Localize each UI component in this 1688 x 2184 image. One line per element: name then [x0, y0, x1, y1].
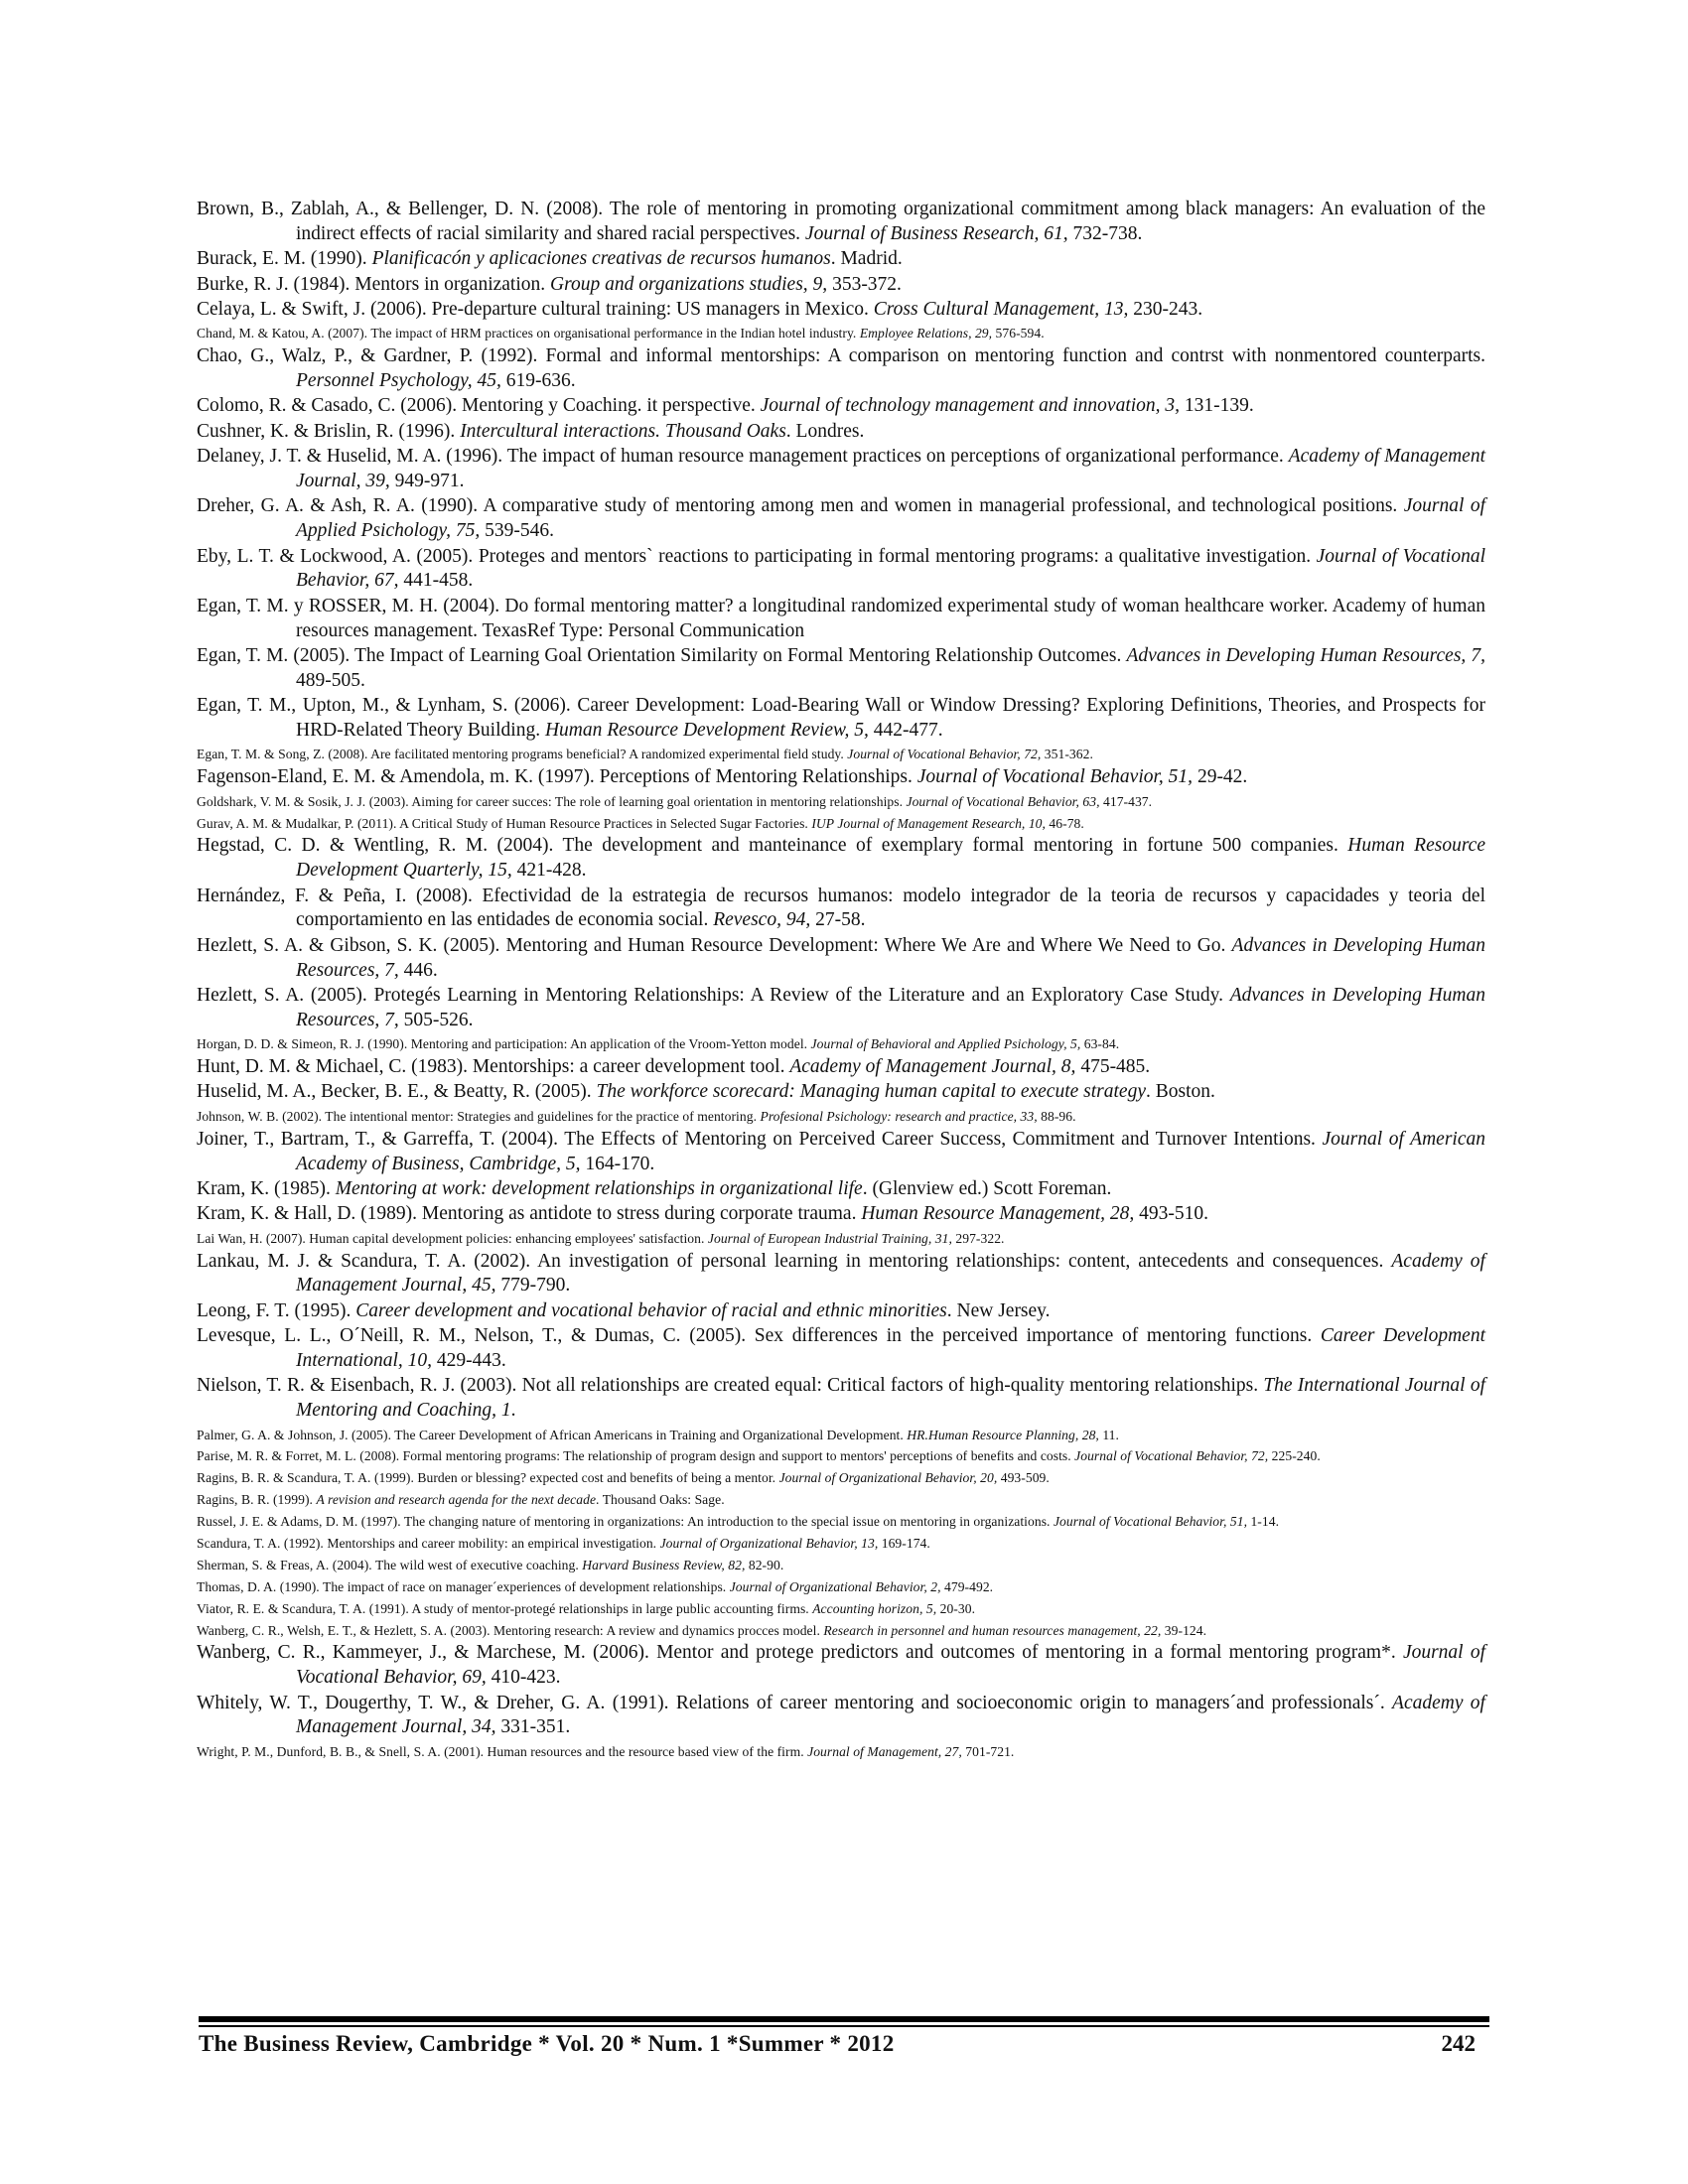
reference-entry	[197, 1374, 1485, 1424]
reference-entry	[197, 298, 1485, 323]
reference-source: IUP Journal of Management Research, 10,	[811, 815, 1046, 831]
reference-entry	[197, 344, 1485, 394]
reference-pages: 539-546.	[480, 520, 554, 542]
reference-source: Mentoring at work: development relationships in organizational life	[335, 1177, 863, 1199]
reference-pages: 475-485.	[1075, 1056, 1151, 1078]
reference-pages: 732-738.	[1067, 222, 1143, 244]
reference-entry	[197, 1533, 1485, 1554]
reference-text: Wanberg, C. R., Kammeyer, J., & Marchese, M. (2006). Mentor and protege predictors and outcomes of mentoring in a formal mentoring program*.	[197, 1642, 1403, 1664]
reference-pages: 29-42.	[1193, 766, 1248, 788]
reference-text: Egan, T. M. (2005). The Impact of Learning Goal Orientation Similarity on Formal Mentoring Relationship Outcomes.	[197, 644, 1127, 666]
reference-entry	[197, 1128, 1485, 1177]
reference-entry	[197, 813, 1485, 834]
reference-text: Delaney, J. T. & Huselid, M. A. (1996). The impact of human resource management practices on perceptions of organizational performance.	[197, 446, 1289, 468]
reference-pages: 701-721.	[961, 1743, 1015, 1759]
reference-text: Huselid, M. A., Becker, B. E., & Beatty, R. (2005).	[197, 1081, 597, 1103]
reference-source: Journal of Vocational Behavior, 72,	[847, 747, 1042, 762]
reference-entry	[197, 791, 1485, 812]
reference-entry	[197, 644, 1485, 694]
reference-entry	[197, 1177, 1485, 1202]
reference-entry	[197, 1299, 1485, 1324]
reference-entry	[197, 394, 1485, 419]
reference-source: Group and organizations studies, 9,	[550, 273, 828, 295]
reference-entry	[197, 885, 1485, 934]
reference-pages: 11.	[1098, 1427, 1119, 1442]
reference-entry	[197, 323, 1485, 343]
reference-text: Thomas, D. A. (1990). The impact of race on manager´experiences of development relationships.	[197, 1578, 730, 1594]
reference-pages: 63-84.	[1080, 1036, 1120, 1052]
reference-entry	[197, 744, 1485, 764]
reference-text: Burke, R. J. (1984). Mentors in organization.	[197, 273, 551, 295]
reference-text: Wanberg, C. R., Welsh, E. T., & Hezlett, S. A. (2003). Mentoring research: A review and dynamics procces model.	[197, 1622, 824, 1638]
reference-pages: 131-139.	[1180, 395, 1254, 417]
reference-source: Academy of Management Journal, 45,	[296, 1250, 1485, 1297]
reference-text: Colomo, R. & Casado, C. (2006). Mentoring y Coaching. it perspective.	[197, 395, 761, 417]
reference-pages: 421-428.	[511, 860, 587, 882]
reference-source: Personnel Psychology, 45,	[296, 370, 501, 392]
reference-list	[197, 198, 1485, 1763]
reference-entry	[197, 1598, 1485, 1619]
reference-entry	[197, 1033, 1485, 1054]
footer-rule-thick	[199, 2016, 1489, 2022]
reference-source: Profesional Psichology: research and practice, 33,	[760, 1108, 1038, 1124]
reference-text: Viator, R. E. & Scandura, T. A. (1991). A study of mentor-protegé relationships in large public accounting firms.	[197, 1600, 813, 1616]
reference-pages: 619-636.	[500, 370, 576, 392]
reference-source: Cross Cultural Management, 13,	[873, 298, 1129, 320]
reference-entry	[197, 1511, 1485, 1532]
reference-pages: 493-510.	[1134, 1203, 1209, 1225]
reference-text: Nielson, T. R. & Eisenbach, R. J. (2003). Not all relationships are created equal: Critical factors of high-quality mentoring relationships.	[197, 1375, 1264, 1397]
reference-text: Palmer, G. A. & Johnson, J. (2005). The Career Development of African Americans in Training and Organizational Development.	[197, 1427, 908, 1442]
reference-source: Career development and vocational behavior of racial and ethnic minorities	[355, 1299, 947, 1321]
reference-source: Journal of technology management and innovation, 3,	[760, 395, 1181, 417]
reference-pages: 429-443.	[432, 1349, 506, 1371]
reference-entry	[197, 1555, 1485, 1575]
reference-pages: . Madrid.	[830, 248, 903, 270]
reference-pages: . Thousand Oaks: Sage.	[596, 1492, 725, 1508]
reference-text: Hezlett, S. A. (2005). Protegés Learning in Mentoring Relationships: A Review of the Literature and an Exploratory Case Study.	[197, 984, 1230, 1006]
reference-pages: 82-90.	[745, 1557, 784, 1572]
reference-pages: . Boston.	[1146, 1081, 1215, 1103]
reference-entry	[197, 1202, 1485, 1227]
reference-entry	[197, 445, 1485, 494]
reference-entry	[197, 1055, 1485, 1080]
reference-entry	[197, 1106, 1485, 1127]
reference-text: Dreher, G. A. & Ash, R. A. (1990). A comparative study of mentoring among men and women in managerial professional, and technological positions.	[197, 495, 1404, 517]
reference-source: Journal of American Academy of Business, Cambridge, 5,	[296, 1128, 1485, 1174]
reference-source: Journal of Organizational Behavior, 20,	[778, 1470, 998, 1486]
reference-text: Hegstad, C. D. & Wentling, R. M. (2004). The development and manteinance of exemplary formal mentoring in fortune 500 companies.	[197, 835, 1348, 857]
reference-entry	[197, 934, 1485, 984]
reference-source: Journal of Vocational Behavior, 67,	[296, 545, 1485, 592]
reference-entry	[197, 1620, 1485, 1641]
reference-text: Egan, T. M., Upton, M., & Lynham, S. (2006). Career Development: Load-Bearing Wall or Window Dressing? Exploring Definitions, Theories, and Prospects for HRD-Related Theory Building.	[197, 695, 1485, 741]
reference-pages: . Londres.	[785, 420, 865, 442]
reference-source: Academy of Management Journal, 34,	[296, 1692, 1485, 1738]
reference-entry	[197, 694, 1485, 744]
reference-entry	[197, 494, 1485, 544]
reference-text: Celaya, L. & Swift, J. (2006). Pre-departure cultural training: US managers in Mexico.	[197, 298, 874, 320]
reference-source: Human Resource Management, 28,	[861, 1203, 1135, 1225]
reference-pages: 417-437.	[1099, 793, 1153, 809]
reference-pages: 493-509.	[997, 1470, 1050, 1486]
reference-entry	[197, 545, 1485, 595]
reference-pages: 779-790.	[495, 1275, 571, 1297]
reference-text: Burack, E. M. (1990).	[197, 248, 372, 270]
reference-text: Eby, L. T. & Lockwood, A. (2005). Proteges and mentors` reactions to participating in formal mentoring programs: a qualitative investigation.	[197, 545, 1317, 567]
reference-entry	[197, 1741, 1485, 1762]
reference-text: Horgan, D. D. & Simeon, R. J. (1990). Mentoring and participation: An application of the Vroom-Yetton model.	[197, 1036, 811, 1052]
reference-pages: 479-492.	[940, 1578, 994, 1594]
reference-text: Chao, G., Walz, P., & Gardner, P. (1992). Formal and informal mentorships: A comparison on mentoring function and contrst with nonmentored counterparts.	[197, 345, 1485, 367]
reference-text: Hernández, F. & Peña, I. (2008). Efectividad de la estrategia de recursos humanos: modelo integrador de la teoria de recursos y capacidades y teoria del comportamiento en las entidades de economia social.	[197, 885, 1485, 931]
reference-pages: 164-170.	[580, 1153, 655, 1174]
reference-entry	[197, 1692, 1485, 1741]
reference-pages: 410-423.	[486, 1667, 561, 1689]
reference-pages: 353-372.	[827, 273, 902, 295]
reference-source: Journal of European Industrial Training, 31,	[707, 1230, 952, 1246]
reference-entry	[197, 595, 1485, 644]
reference-entry	[197, 1576, 1485, 1597]
reference-pages: . (Glenview ed.) Scott Foreman.	[862, 1177, 1112, 1199]
reference-entry	[197, 247, 1485, 272]
reference-source: A revision and research agenda for the next decade	[316, 1492, 597, 1508]
reference-pages: 20-30.	[936, 1600, 976, 1616]
reference-source: Journal of Vocational Behavior, 72,	[1074, 1448, 1269, 1464]
reference-source: Harvard Business Review, 82,	[582, 1557, 746, 1572]
reference-source: Journal of Vocational Behavior, 51,	[1053, 1514, 1248, 1530]
reference-pages: .	[510, 1400, 516, 1422]
reference-text: Joiner, T., Bartram, T., & Garreffa, T. (2004). The Effects of Mentoring on Perceived Career Success, Commitment and Turnover Intentions.	[197, 1128, 1323, 1150]
reference-entry	[197, 1080, 1485, 1105]
reference-pages: 489-505.	[296, 669, 365, 691]
reference-entry	[197, 834, 1485, 884]
reference-entry	[197, 984, 1485, 1033]
reference-pages: 949-971.	[389, 471, 465, 492]
reference-text: Johnson, W. B. (2002). The intentional mentor: Strategies and guidelines for the practice of mentoring.	[197, 1108, 761, 1124]
reference-text: Chand, M. & Katou, A. (2007). The impact of HRM practices on organisational performance in the Indian hotel industry.	[197, 326, 860, 341]
reference-pages: 169-174.	[878, 1535, 930, 1551]
reference-entry	[197, 765, 1485, 790]
reference-source: Accounting horizon, 5,	[812, 1600, 937, 1616]
reference-entry	[197, 273, 1485, 298]
reference-pages: 331-351.	[495, 1716, 571, 1738]
reference-entry	[197, 1641, 1485, 1691]
reference-text: Ragins, B. R. & Scandura, T. A. (1999). Burden or blessing? expected cost and benefits of being a mentor.	[197, 1470, 779, 1486]
reference-source: Planificacón y aplicaciones creativas de recursos humanos	[371, 248, 831, 270]
reference-source: Human Resource Development Quarterly, 15,	[296, 835, 1485, 882]
reference-text: Scandura, T. A. (1992). Mentorships and career mobility: an empirical investigation.	[197, 1535, 660, 1551]
reference-source: Employee Relations, 29,	[859, 326, 993, 341]
reference-source: Journal of Applied Psichology, 75,	[296, 495, 1485, 542]
reference-pages: 505-526.	[398, 1009, 474, 1030]
reference-pages: 27-58.	[810, 909, 866, 931]
reference-source: Human Resource Development Review, 5,	[544, 719, 869, 741]
reference-source: Journal of Vocational Behavior, 51,	[916, 766, 1194, 788]
reference-text: Fagenson-Eland, E. M. & Amendola, m. K. (1997). Perceptions of Mentoring Relationships.	[197, 766, 917, 788]
reference-pages: 88-96.	[1037, 1108, 1076, 1124]
reference-source: Career Development International, 10,	[296, 1325, 1486, 1371]
reference-text: Hunt, D. M. & Michael, C. (1983). Mentorships: a career development tool.	[197, 1056, 790, 1078]
footer-rule	[199, 2016, 1489, 2027]
reference-source: Journal of Behavioral and Applied Psichology, 5,	[810, 1036, 1081, 1052]
reference-text: Lai Wan, H. (2007). Human capital development policies: enhancing employees' satisfaction.	[197, 1230, 708, 1246]
reference-pages: 441-458.	[398, 570, 474, 592]
reference-text: Gurav, A. M. & Mudalkar, P. (2011). A Critical Study of Human Resource Practices in Selected Sugar Factories.	[197, 815, 812, 831]
reference-text: Levesque, L. L., O´Neill, R. M., Nelson, T., & Dumas, C. (2005). Sex differences in the perceived importance of mentoring functions.	[197, 1325, 1321, 1347]
reference-text: Kram, K. (1985).	[197, 1177, 336, 1199]
reference-pages: 225-240.	[1268, 1448, 1321, 1464]
reference-text: Egan, T. M. y ROSSER, M. H. (2004). Do formal mentoring matter? a longitudinal randomized experimental study of woman healthcare worker. Academy of human resources management. TexasRef Type: Personal Communication	[197, 595, 1485, 641]
reference-entry	[197, 1467, 1485, 1488]
reference-text: Brown, B., Zablah, A., & Bellenger, D. N. (2008). The role of mentoring in promoting organizational commitment among black managers: An evaluation of the indirect effects of racial similarity and shared racial perspectives.	[197, 199, 1485, 244]
reference-text: Russel, J. E. & Adams, D. M. (1997). The changing nature of mentoring in organizations: An introduction to the special issue on mentoring in organizations.	[197, 1514, 1054, 1530]
reference-entry	[197, 1489, 1485, 1510]
reference-text: Kram, K. & Hall, D. (1989). Mentoring as antidote to stress during corporate trauma.	[197, 1203, 862, 1225]
reference-text: Hezlett, S. A. & Gibson, S. K. (2005). Mentoring and Human Resource Development: Where We Are and Where We Need to Go.	[197, 934, 1232, 956]
reference-source: Revesco, 94,	[713, 909, 811, 931]
reference-source: The workforce scorecard: Managing human capital to execute strategy	[596, 1081, 1146, 1103]
reference-text: Sherman, S. & Freas, A. (2004). The wild west of executive coaching.	[197, 1557, 583, 1572]
page-number: 242	[1441, 2031, 1476, 2056]
reference-entry	[197, 1228, 1485, 1249]
reference-text: Egan, T. M. & Song, Z. (2008). Are facilitated mentoring programs beneficial? A randomized experimental field study.	[197, 747, 848, 762]
reference-pages: . New Jersey.	[946, 1299, 1051, 1321]
reference-pages: 446.	[398, 959, 438, 981]
page-footer	[199, 2031, 1489, 2065]
reference-source: Advances in Developing Human Resources, 7,	[296, 934, 1485, 981]
reference-pages: 1-14.	[1247, 1514, 1280, 1530]
reference-text: Wright, P. M., Dunford, B. B., & Snell, S. A. (2001). Human resources and the resource based view of the firm.	[197, 1743, 808, 1759]
reference-source: Journal of Organizational Behavior, 13,	[659, 1535, 879, 1551]
reference-text: Leong, F. T. (1995).	[197, 1299, 356, 1321]
reference-text: Cushner, K. & Brislin, R. (1996).	[197, 420, 461, 442]
reference-source: Intercultural interactions. Thousand Oaks	[460, 420, 786, 442]
reference-source: Academy of Management Journal, 8,	[789, 1056, 1076, 1078]
reference-entry	[197, 1250, 1485, 1299]
reference-text: Parise, M. R. & Forret, M. L. (2008). Formal mentoring programs: The relationship of program design and support to mentors' perceptions of benefits and costs.	[197, 1448, 1075, 1464]
reference-pages: 442-477.	[868, 719, 943, 741]
reference-pages: 297-322.	[951, 1230, 1005, 1246]
reference-pages: 576-594.	[992, 326, 1045, 341]
reference-pages: 230-243.	[1128, 298, 1203, 320]
reference-text: Goldshark, V. M. & Sosik, J. J. (2003). Aiming for career succes: The role of learning goal orientation in mentoring relationships.	[197, 793, 907, 809]
reference-text: Whitely, W. T., Dougerthy, T. W., & Dreher, G. A. (1991). Relations of career mentoring and socioeconomic origin to managers´and professionals´.	[197, 1692, 1393, 1713]
reference-entry	[197, 1445, 1485, 1466]
reference-text: Ragins, B. R. (1999).	[197, 1492, 317, 1508]
reference-pages: 46-78.	[1045, 815, 1084, 831]
reference-source: The International Journal of Mentoring and Coaching, 1	[296, 1375, 1485, 1422]
reference-source: Advances in Developing Human Resources, 7,	[296, 984, 1485, 1030]
reference-source: Research in personnel and human resources management, 22,	[823, 1622, 1162, 1638]
reference-source: Journal of Management, 27,	[807, 1743, 962, 1759]
reference-source: HR.Human Resource Planning, 28,	[907, 1427, 1099, 1442]
reference-entry	[197, 1425, 1485, 1445]
reference-source: Journal of Organizational Behavior, 2,	[729, 1578, 941, 1594]
reference-entry	[197, 198, 1485, 247]
reference-source: Journal of Business Research, 61,	[804, 222, 1068, 244]
journal-citation: The Business Review, Cambridge * Vol. 20 * Num. 1 *Summer * 2012	[199, 2031, 895, 2056]
reference-pages: 39-124.	[1161, 1622, 1207, 1638]
footer-rule-thin	[199, 2025, 1489, 2027]
reference-source: Academy of Management Journal, 39,	[296, 446, 1486, 492]
reference-text: Lankau, M. J. & Scandura, T. A. (2002). An investigation of personal learning in mentoring relationships: content, antecedents and consequences.	[197, 1250, 1392, 1272]
reference-entry	[197, 1324, 1485, 1374]
reference-pages: 351-362.	[1041, 747, 1093, 762]
reference-entry	[197, 420, 1485, 445]
reference-source: Advances in Developing Human Resources, 7,	[1126, 644, 1485, 666]
reference-source: Journal of Vocational Behavior, 63,	[906, 793, 1100, 809]
reference-source: Journal of Vocational Behavior, 69,	[296, 1642, 1485, 1689]
